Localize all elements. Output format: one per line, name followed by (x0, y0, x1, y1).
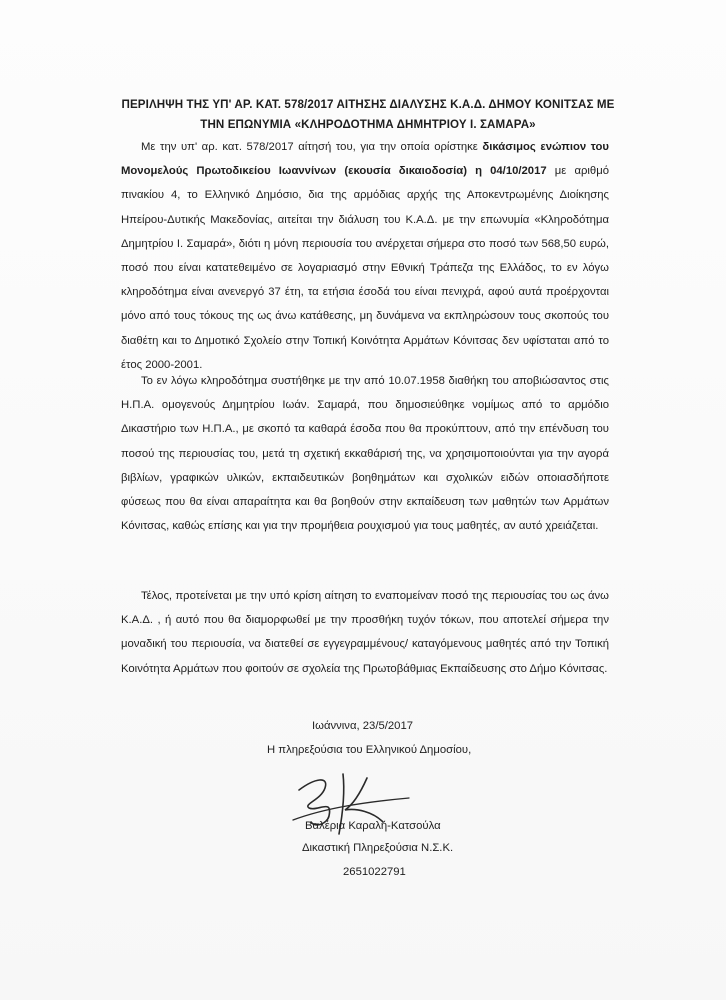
paragraph-1-text-a: Με την υπ' αρ. κατ. 578/2017 αίτησή του, για την οποία ορίστηκε (141, 141, 483, 153)
phone-number: 2651022791 (343, 866, 406, 878)
paragraph-application-summary (121, 135, 609, 377)
representative-title: Η πληρεξούσια του Ελληνικού Δημοσίου, (267, 744, 472, 756)
representative-role: Δικαστική Πληρεξούσια Ν.Σ.Κ. (302, 842, 454, 854)
paragraph-proposal: Τέλος, προτείνεται με την υπό κρίση αίτηση το εναπομείναν ποσό της περιουσίας του ως άνω Κ.Α.Δ. , ή αυτό που θα διαμορφωθεί με την προσθήκη τυχόν τόκων, που αποτελεί σήμερα την μοναδική του περιουσία, να διατεθεί σε εγγεγραμμένους/ καταγόμενους μαθητές από την Τοπική Κοινότητα Αρμάτων που φοιτούν σε σχολεία της Πρωτοβάθμιας Εκπαίδευσης στο Δήμο Κόνιτσας. (121, 590, 609, 675)
place-date: Ιωάννινα, 23/5/2017 (312, 720, 414, 732)
paragraph-1-text-b: με αριθμό πινακίου 4, το Ελληνικό Δημόσιο, δια της αρμόδιας αρχής της Αποκεντρωμένης Διοίκησης Ηπείρου-Δυτικής Μακεδονίας, αιτείται την διάλυση του Κ.Α.Δ. με την επωνυμία «Κληροδότημα Δημητρίου Ι. Σαμαρά», διότι η μόνη περιουσία του ανέρχεται σήμερα στο ποσό των 568,50 ευρώ, ποσό που είναι κατατεθειμένο σε λογαριασμό στην Εθνική Τράπεζα της Ελλάδος, το εν λόγω κληροδότημα είναι ανενεργό 37 έτη, τα ετήσια έσοδά του είναι πενιχρά, αφού αυτά προέρχονται μόνο από τους τόκους της ως άνω κατάθεσης, μη δυνάμενα να εκπληρώσουν τους σκοπούς του διαθέτη και το Δημοτικό Σχολείο στην Τοπική Κοινότητα Αρμάτων Κόνιτσας δεν υφίσταται από το έτος 2000-2001. (121, 165, 609, 371)
paragraph-bequest-history: Το εν λόγω κληροδότημα συστήθηκε με την από 10.07.1958 διαθήκη του αποβιώσαντος στις Η.Π.Α. ομογενούς Δημητρίου Ιωάν. Σαμαρά, που δημοσιεύθηκε νομίμως από το αρμόδιο Δικαστήριο των Η.Π.Α., με σκοπό τα καθαρά έσοδα που θα προκύπτουν, από την επένδυση του ποσού της περιουσίας του, μετά τη σχετική εκκαθάρισή της, να χρησιμοποιούνται για την αγορά βιβλίων, γραφικών υλικών, εκπαιδευτικών βοηθημάτων και σχολικών ειδών οποιασδήποτε φύσεως που θα είναι απαραίτητα και θα βοηθούν στην εκπαίδευση των μαθητών των Αρμάτων Κόνιτσας, καθώς επίσης και για την προμήθεια ρουχισμού για τους μαθητές, αν αυτό χρειάζεται. (121, 375, 609, 533)
hearing-date-text: δικάσιμος ενώπιον του Μονομελούς Πρωτοδικείου Ιωαννίνων (εκουσία δικαιοδοσία) η 04/10/2017 (121, 141, 609, 178)
document-title-line-1: ΠΕΡΙΛΗΨΗ ΤΗΣ ΥΠ' ΑΡ. ΚΑΤ. 578/2017 ΑΙΤΗΣΗΣ ΔΙΑΛΥΣΗΣ Κ.Α.Δ. ΔΗΜΟΥ ΚΟΝΙΤΣΑΣ ΜΕ (121, 98, 615, 111)
representative-name: Βαλέρια Καραλή-Κατσούλα (305, 820, 441, 832)
document-title-line-2: ΤΗΝ ΕΠΩΝΥΜΙΑ «ΚΛΗΡΟΔΟΤΗΜΑ ΔΗΜΗΤΡΙΟΥ Ι. ΣΑΜΑΡΑ» (200, 118, 536, 131)
